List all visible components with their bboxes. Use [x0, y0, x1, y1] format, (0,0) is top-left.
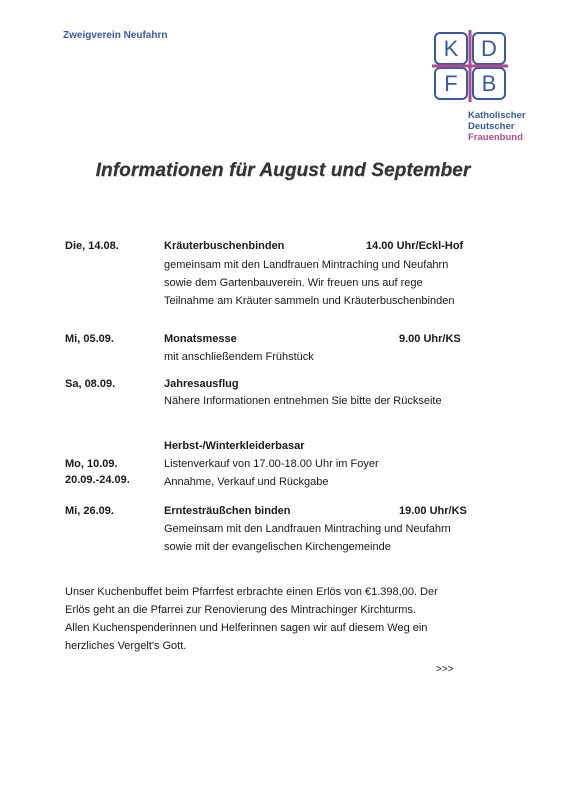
footer-text [65, 583, 505, 655]
event-description-line: Annahme, Verkauf und Rückgabe [164, 476, 329, 488]
footer-line: herzliches Vergelt's Gott. [65, 640, 187, 652]
event-date: Mi, 05.09. [65, 333, 114, 345]
continue-indicator: >>> [436, 664, 454, 675]
event-date: 20.09.-24.09. [65, 474, 130, 486]
event-description-line: Listenverkauf von 17.00-18.00 Uhr im Foyer [164, 458, 379, 470]
event-description-line: Teilnahme am Kräuter sammeln und Kräuterbuschenbinden [164, 295, 455, 307]
event-time: 14.00 Uhr/Eckl-Hof [366, 240, 464, 252]
kdfb-logo [432, 30, 508, 102]
organization-name [468, 110, 526, 143]
event-time: 9.00 Uhr/KS [399, 333, 461, 345]
event-date: Sa, 08.09. [65, 378, 116, 390]
event-date: Mi, 26.09. [65, 505, 114, 517]
event-title: Erntesträußchen binden [164, 505, 291, 517]
event-description [164, 520, 451, 556]
event-description [164, 348, 314, 366]
event-title: Jahresausflug [164, 378, 239, 390]
event-description-line: sowie mit der evangelischen Kirchengemeinde [164, 541, 391, 553]
footer-line: Unser Kuchenbuffet beim Pfarrfest erbrachte einen Erlös von €1.398,00. Der [65, 586, 438, 598]
org-line-3: Frauenbund [468, 132, 523, 143]
event-description-line: Gemeinsam mit den Landfrauen Mintraching und Neufahrn [164, 523, 451, 535]
org-line-2: Deutscher [468, 121, 515, 132]
footer-line: Allen Kuchenspenderinnen und Helferinnen sagen wir auf diesem Weg ein [65, 622, 428, 634]
event-title: Kräuterbuschenbinden [164, 240, 285, 252]
logo-letter-b: B [481, 71, 497, 96]
event-date: Die, 14.08. [65, 240, 119, 252]
logo-letter-k: K [443, 36, 459, 61]
footer-line: Erlös geht an die Pfarrei zur Renovierung des Mintrachinger Kirchturms. [65, 604, 416, 616]
event-date: Mo, 10.09. [65, 458, 118, 470]
event-description-line: sowie dem Gartenbauverein. Wir freuen uns auf rege [164, 277, 423, 289]
event-description-line: Nähere Informationen entnehmen Sie bitte der Rückseite [164, 395, 442, 407]
page-title: Informationen für August und September [95, 160, 471, 181]
event-title: Monatsmesse [164, 333, 237, 345]
event-description [164, 256, 454, 310]
event-description-line: gemeinsam mit den Landfrauen Mintraching und Neufahrn [164, 259, 449, 271]
logo-letter-f: F [444, 71, 458, 96]
event-description-line: mit anschließendem Frühstück [164, 351, 314, 363]
branch-name: Zweigverein Neufahrn [63, 30, 168, 41]
logo-letter-d: D [481, 36, 497, 61]
event-description [164, 455, 379, 491]
event-description [164, 392, 442, 410]
event-title: Herbst-/Winterkleiderbasar [164, 440, 305, 452]
org-line-1: Katholischer [468, 110, 526, 121]
event-time: 19.00 Uhr/KS [399, 505, 467, 517]
